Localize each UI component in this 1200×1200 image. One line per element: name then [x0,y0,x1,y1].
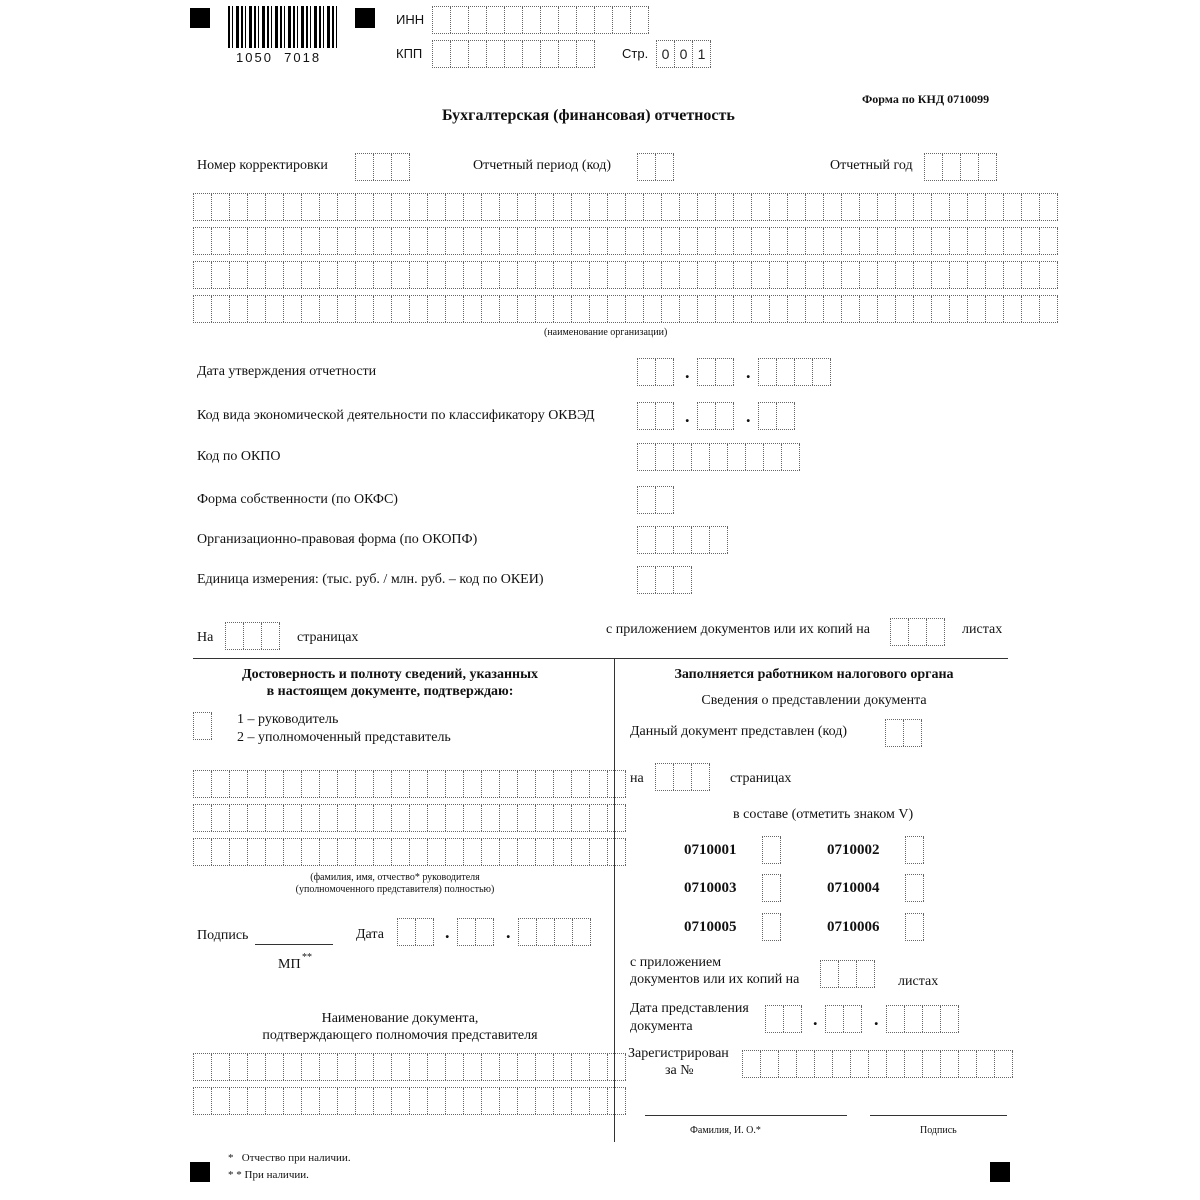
registration-number-cells[interactable] [742,1050,1013,1078]
org-name-row-1[interactable] [193,193,1058,221]
sign-month-cells[interactable] [457,918,494,946]
correction-cells[interactable] [355,153,410,181]
inspector-signature-line[interactable] [870,1115,1007,1116]
approval-month-cells[interactable] [697,358,734,386]
period-label: Отчетный период (код) [473,158,612,173]
okved-cells-2[interactable] [697,402,734,430]
page-number-cells[interactable] [656,40,711,68]
signature-label: Подпись [197,928,249,943]
fio-row-1[interactable] [193,770,626,798]
tax-pages-cells[interactable] [655,763,710,791]
submission-month-cells[interactable] [825,1005,862,1033]
approval-date-label: Дата утверждения отчетности [197,364,377,379]
signer-type-cell[interactable] [193,712,212,740]
composition-label: в составе (отметить знаком V) [733,807,914,822]
sign-year-cells[interactable] [518,918,591,946]
form-code-0710001: 0710001 [684,842,737,858]
pages-cells[interactable] [225,622,280,650]
inspector-name-line[interactable] [645,1115,847,1116]
tax-attach-cells[interactable] [820,960,875,988]
presented-code-cells[interactable] [885,719,922,747]
okei-cells[interactable] [637,566,692,594]
tax-pages-prefix: на [630,771,644,786]
doc-name-row-2[interactable] [193,1087,626,1115]
form-code-0710002: 0710002 [827,842,880,858]
inspector-name-caption: Фамилия, И. О.* [690,1125,761,1136]
okei-label: Единица измерения: (тыс. руб. / млн. руб. – код по ОКЕИ) [197,572,544,587]
org-name-row-3[interactable] [193,261,1058,289]
check-0710002[interactable] [905,836,924,864]
corner-marker-bottom-left [190,1162,210,1182]
attachments-prefix: с приложением документов или их копий на [606,622,870,637]
date-separator: . [874,1009,879,1029]
corner-marker-top-right [355,8,375,28]
org-name-row-4[interactable] [193,295,1058,323]
okopf-cells[interactable] [637,526,728,554]
okfs-cells[interactable] [637,486,674,514]
page-digit: 0 [675,41,693,67]
footnote-1: * Отчество при наличии. [228,1152,351,1164]
doc-name-row-1[interactable] [193,1053,626,1081]
fio-caption-1: (фамилия, имя, отчество* руководителя [310,872,480,883]
okpo-cells[interactable] [637,443,800,471]
okopf-label: Организационно-правовая форма (по ОКОПФ) [197,532,478,547]
year-cells[interactable] [924,153,997,181]
tax-section-title: Заполняется работником налогового органа [674,667,954,682]
check-0710005[interactable] [762,913,781,941]
check-0710006[interactable] [905,913,924,941]
tax-section-subtitle: Сведения о представлении документа [701,693,927,708]
signature-line[interactable] [255,944,333,945]
okved-separator: . [746,406,751,426]
signer-option-1: 1 – руководитель [237,712,339,727]
submission-day-cells[interactable] [765,1005,802,1033]
check-0710001[interactable] [762,836,781,864]
doc-title-2: подтверждающего полномочия представителя [262,1028,538,1043]
page-digit: 0 [657,41,675,67]
confirm-title-1: Достоверность и полноту сведений, указанных [241,667,539,682]
attachments-suffix: листах [962,622,1003,637]
fio-row-2[interactable] [193,804,626,832]
correction-label: Номер корректировки [197,158,328,173]
attachments-cells[interactable] [890,618,945,646]
okved-separator: . [685,406,690,426]
date-separator: . [445,922,450,942]
form-code-0710005: 0710005 [684,919,737,935]
mp-label: МП [278,957,301,972]
form-code: Форма по КНД 0710099 [862,92,990,106]
tax-pages-suffix: страницах [730,771,792,786]
inspector-signature-caption: Подпись [920,1125,957,1136]
page-digit: 1 [693,41,711,67]
pages-prefix: На [197,630,214,645]
form-code-0710006: 0710006 [827,919,880,935]
okpo-label: Код по ОКПО [197,449,281,464]
footnote-2: * * При наличии. [228,1169,309,1181]
fio-row-3[interactable] [193,838,626,866]
doc-title-1: Наименование документа, [321,1011,479,1026]
pages-suffix: страницах [297,630,359,645]
page-title: Бухгалтерская (финансовая) отчетность [442,107,735,124]
page-label: Стр. [622,46,649,61]
kpp-label: КПП [396,46,423,61]
inn-label: ИНН [396,12,425,27]
approval-day-cells[interactable] [637,358,674,386]
tax-attach-label-1: с приложением [630,955,722,970]
date-separator: . [813,1009,818,1029]
tax-attach-suffix: листах [898,974,939,989]
approval-year-cells[interactable] [758,358,831,386]
okved-label: Код вида экономической деятельности по классификатору ОКВЭД [197,408,595,423]
form-code-0710003: 0710003 [684,880,737,896]
okfs-label: Форма собственности (по ОКФС) [197,492,398,507]
period-cells[interactable] [637,153,674,181]
okved-cells-1[interactable] [637,402,674,430]
date-separator: . [685,362,690,382]
okved-cells-3[interactable] [758,402,795,430]
inn-cells[interactable] [432,6,649,34]
mp-mark: ** [302,952,312,963]
date-separator: . [506,922,511,942]
date-label: Дата [356,927,384,942]
check-0710004[interactable] [905,874,924,902]
fio-caption-2: (уполномоченного представителя) полностью) [295,884,495,895]
check-0710003[interactable] [762,874,781,902]
year-label: Отчетный год [830,158,913,173]
barcode [228,6,340,48]
kpp-cells[interactable] [432,40,595,68]
org-name-row-2[interactable] [193,227,1058,255]
presented-label: Данный документ представлен (код) [630,724,847,739]
confirm-title-2: в настоящем документе, подтверждаю: [266,684,514,699]
barcode-number: 1050 7018 [236,50,322,65]
registered-label-2: за № [665,1063,694,1078]
corner-marker-bottom-right [990,1162,1010,1182]
org-name-caption: (наименование организации) [544,327,668,338]
form-code-0710004: 0710004 [827,880,880,896]
date-separator: . [746,362,751,382]
signer-option-2: 2 – уполномоченный представитель [237,730,451,745]
submission-year-cells[interactable] [886,1005,959,1033]
section-divider [193,658,1008,659]
submission-date-label-1: Дата представления [630,1001,749,1016]
sign-day-cells[interactable] [397,918,434,946]
tax-attach-label-2: документов или их копий на [630,972,800,987]
submission-date-label-2: документа [630,1019,693,1034]
corner-marker-top-left [190,8,210,28]
registered-label-1: Зарегистрирован [628,1046,729,1061]
